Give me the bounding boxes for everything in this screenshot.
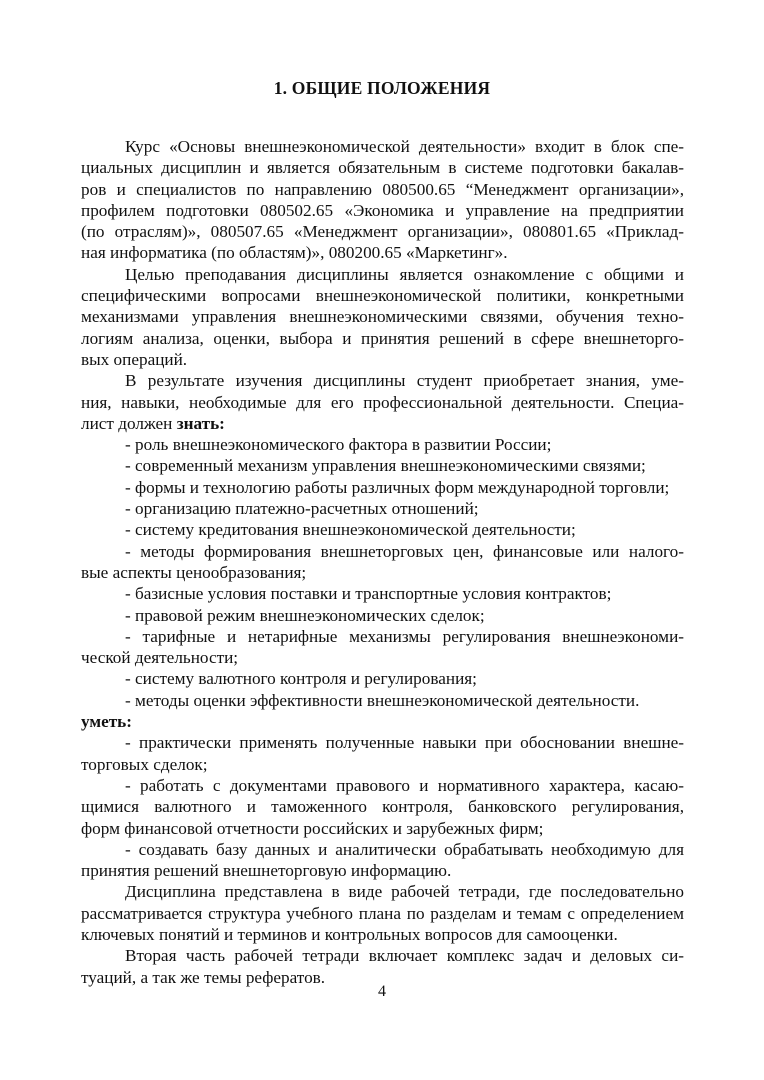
skills-heading: уметь: xyxy=(81,712,132,732)
list-item: - методы формирования внешнеторговых цен, финансовые или налого- xyxy=(125,541,684,561)
list-item-continuation: вые аспекты ценообразования; xyxy=(81,562,307,582)
text-line: вых операций. xyxy=(81,349,188,369)
list-item: - современный механизм управления внешнеэкономическими связями; xyxy=(125,456,646,476)
know-heading: знать: xyxy=(176,413,225,433)
text-line: специфическими вопросами внешнеэкономической политики, конкретными xyxy=(81,286,684,306)
list-item: - формы и технологию работы различных форм международной торговли; xyxy=(125,477,670,497)
page-number: 4 xyxy=(378,983,386,1000)
text-line: ров и специалистов по направлению 080500.65 “Менеджмент организации», xyxy=(81,179,684,199)
list-item: - организацию платежно-расчетных отношений; xyxy=(125,499,479,519)
text-line: В результате изучения дисциплины студент приобретает знания, уме- xyxy=(125,371,684,391)
text-line: Вторая часть рабочей тетради включает комплекс задач и деловых си- xyxy=(125,946,684,966)
list-item-continuation: принятия решений внешнеторговую информацию. xyxy=(81,861,452,881)
text-fragment: лист должен xyxy=(81,413,173,433)
section-title: 1. ОБЩИЕ ПОЛОЖЕНИЯ xyxy=(273,78,491,98)
text-line: Дисциплина представлена в виде рабочей тетради, где последовательно xyxy=(125,882,684,902)
text-line xyxy=(81,413,684,434)
list-item: - правовой режим внешнеэкономических сделок; xyxy=(125,605,485,625)
text-line: ная информатика (по областям)», 080200.65 «Маркетинг». xyxy=(81,243,508,263)
text-line: Целью преподавания дисциплины является ознакомление с общими и xyxy=(125,264,684,284)
list-item: - создавать базу данных и аналитически обрабатывать необходимую для xyxy=(125,839,684,859)
list-item: - методы оценки эффективности внешнеэкономической деятельности. xyxy=(125,690,640,710)
list-item: - практически применять полученные навыки при обосновании внешне- xyxy=(125,733,684,753)
text-line: (по отраслям)», 080507.65 «Менеджмент организации», 080801.65 «Приклад- xyxy=(81,222,684,242)
text-line: профилем подготовки 080502.65 «Экономика и управление на предприятии xyxy=(81,200,684,220)
text-line: механизмами управления внешнеэкономическими связями, обучения техно- xyxy=(81,307,684,327)
list-item-continuation: форм финансовой отчетности российских и зарубежных фирм; xyxy=(81,818,544,838)
text-line: циальных дисциплин и является обязательным в системе подготовки бакалав- xyxy=(81,158,684,178)
list-item: - роль внешнеэкономического фактора в развитии России; xyxy=(125,435,552,455)
list-item: - тарифные и нетарифные механизмы регулирования внешнеэкономи- xyxy=(125,626,684,646)
text-line: логиям анализа, оценки, выбора и принятия решений в сфере внешнеторго- xyxy=(81,328,684,348)
text-line: ключевых понятий и терминов и контрольных вопросов для самооценки. xyxy=(81,924,618,944)
list-item: - работать с документами правового и нормативного характера, касаю- xyxy=(125,775,684,795)
list-item-continuation: торговых сделок; xyxy=(81,754,208,774)
text-line: туаций, а так же темы рефератов. xyxy=(81,967,326,987)
list-item: - систему кредитования внешнеэкономической деятельности; xyxy=(125,520,576,540)
list-item: - систему валютного контроля и регулирования; xyxy=(125,669,477,689)
body-text xyxy=(81,136,684,988)
text-line: ния, навыки, необходимые для его профессиональной деятельности. Специа- xyxy=(81,392,684,412)
text-line: Курс «Основы внешнеэкономической деятельности» входит в блок спе- xyxy=(125,137,684,156)
text-line: рассматривается структура учебного плана по разделам и темам с определением xyxy=(81,903,684,923)
list-item-continuation: ческой деятельности; xyxy=(81,648,239,668)
list-item: - базисные условия поставки и транспортные условия контрактов; xyxy=(125,584,612,604)
list-item-continuation: щимися валютного и таможенного контроля, банковского регулирования, xyxy=(81,797,684,817)
